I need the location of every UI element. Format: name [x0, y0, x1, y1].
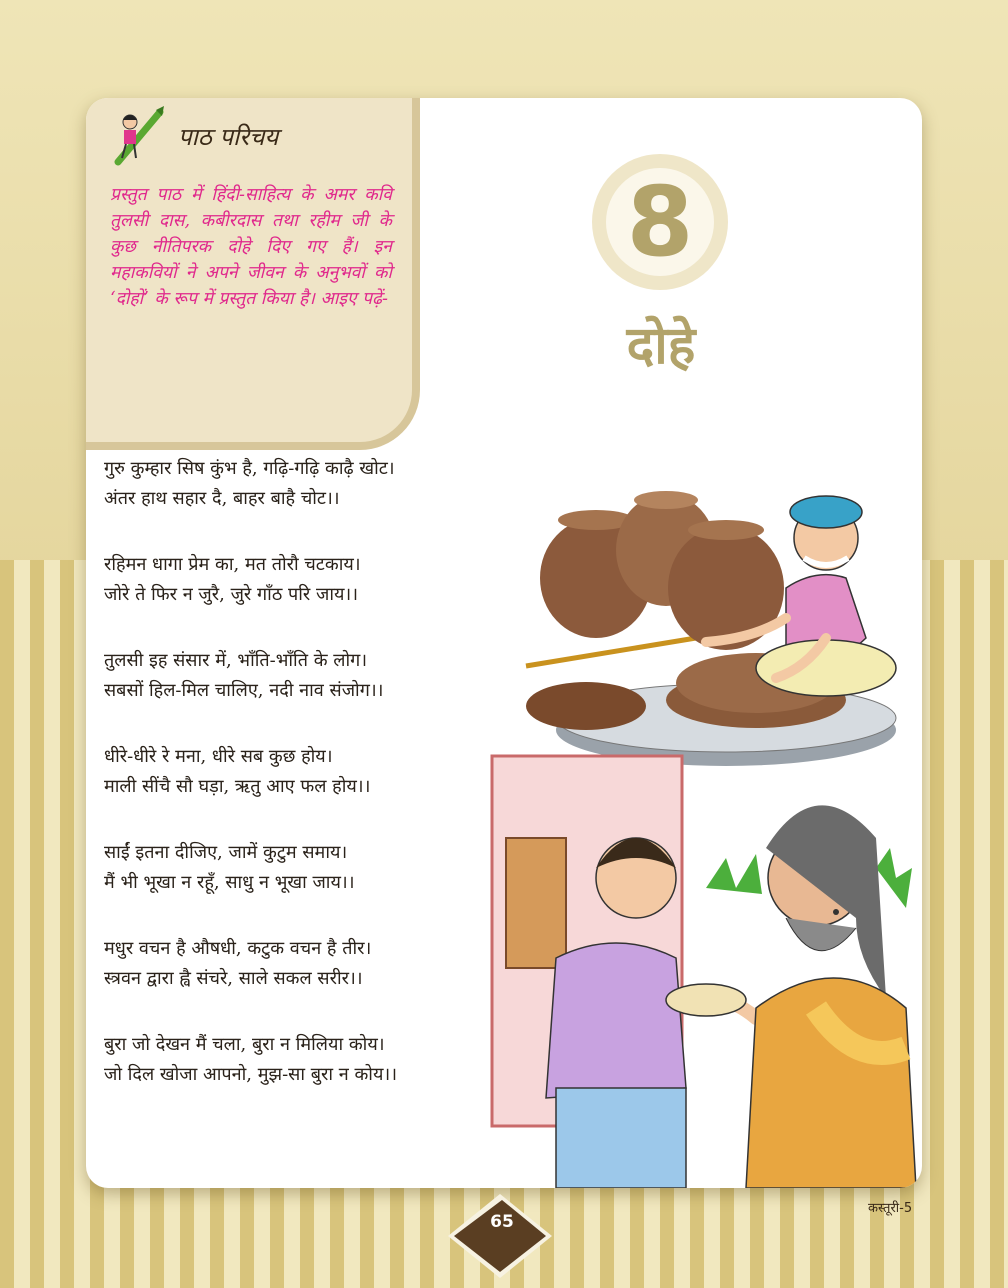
intro-paragraph: प्रस्तुत पाठ में हिंदी-साहित्य के अमर कवि तुलसी दास, कबीरदास तथा रहीम जी के कुछ नीतिपरक दोहे दिए गए हैं। इन महाकवियों ने अपने जीवन के अनुभवों को ‘दोहों’ के रूप में प्रस्तुत किया है। आइए पढ़ें- [110, 185, 392, 309]
girl-with-pencil-icon [108, 106, 164, 166]
content-card [86, 98, 922, 1188]
sadhu-boy-illustration [486, 748, 922, 1188]
intro-box [86, 98, 420, 450]
doha-stanza [104, 934, 524, 994]
doha-stanza [104, 646, 524, 706]
book-name: कस्तूरी-5 [868, 1201, 913, 1216]
page-number: 65 [490, 1212, 514, 1232]
doha-stanza [104, 550, 524, 610]
doha-line: मैं भी भूखा न रहूँ, साधु न भूखा जाय।। [104, 872, 355, 893]
doha-line: माली सींचै सौ घड़ा, ऋतु आए फल होय।। [104, 776, 371, 797]
doha-line: अंतर हाथ सहार दै, बाहर बाहै चोट।। [104, 488, 340, 509]
dohe-list [104, 454, 524, 1126]
doha-line: साईं इतना दीजिए, जामें कुटुम समाय। [104, 842, 348, 863]
doha-line: बुरा जो देखन मैं चला, बुरा न मिलिया कोय। [104, 1034, 385, 1055]
doha-line: धीरे-धीरे रे मना, धीरे सब कुछ होय। [104, 746, 333, 767]
doha-line: जोरे ते फिर न जुरै, जुरे गाँठ परि जाय।। [104, 584, 359, 605]
doha-line: गुरु कुम्हार सिष कुंभ है, गढ़ि-गढ़ि काढ़ै खोट। [104, 458, 395, 479]
doha-line: जो दिल खोजा आपनो, मुझ-सा बुरा न कोय।। [104, 1064, 398, 1085]
doha-stanza [104, 1030, 524, 1090]
doha-line: मधुर वचन है औषधी, कटुक वचन है तीर। [104, 938, 372, 959]
doha-line: रहिमन धागा प्रेम का, मत तोरौ चटकाय। [104, 554, 361, 575]
doha-line: सबसों हिल-मिल चालिए, नदी नाव संजोग।। [104, 680, 384, 701]
intro-heading: पाठ परिचय [178, 122, 279, 151]
doha-stanza [104, 454, 524, 514]
lesson-number: 8 [626, 166, 694, 278]
lesson-number-badge [592, 154, 728, 290]
doha-line: स्त्रवन द्वारा ह्वै संचरे, साले सकल सरीर।। [104, 968, 363, 989]
potter-illustration [486, 468, 916, 788]
doha-line: तुलसी इह संसार में, भाँति-भाँति के लोग। [104, 650, 368, 671]
intro-header [108, 106, 278, 166]
doha-stanza [104, 838, 524, 898]
doha-stanza [104, 742, 524, 802]
page-number-badge [440, 1190, 560, 1280]
lesson-title: दोहे [626, 315, 696, 376]
